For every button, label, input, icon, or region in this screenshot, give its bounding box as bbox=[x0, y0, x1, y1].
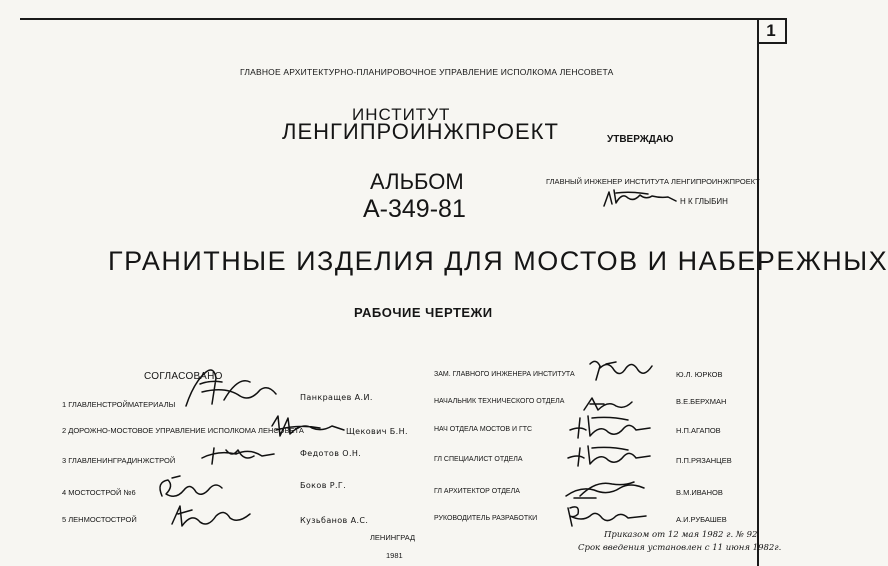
frame-right-border bbox=[757, 18, 759, 566]
document-title: ГРАНИТНЫЕ ИЗДЕЛИЯ ДЛЯ МОСТОВ И НАБЕРЕЖНЫХ bbox=[108, 246, 888, 276]
chief-engineer-name: Н К ГЛЫБИН bbox=[680, 197, 728, 206]
document-subtitle: РАБОЧИЕ ЧЕРТЕЖИ bbox=[354, 305, 493, 320]
staff-position-1: ЗАМ. ГЛАВНОГО ИНЖЕНЕРА ИНСТИТУТА bbox=[434, 371, 575, 378]
album-code: А-349-81 bbox=[363, 195, 466, 223]
agreed-signature-2 bbox=[268, 412, 348, 442]
staff-position-2: НАЧАЛЬНИК ТЕХНИЧЕСКОГО ОТДЕЛА bbox=[434, 398, 565, 405]
staff-position-3: НАЧ ОТДЕЛА МОСТОВ И ГТС bbox=[434, 426, 533, 433]
agreed-label: СОГЛАСОВАНО bbox=[144, 371, 223, 382]
staff-name-6: А.И.РУБАШЕВ bbox=[676, 515, 727, 524]
staff-signature-6 bbox=[562, 500, 652, 530]
agreed-org-4: 4 МОСТОСТРОЙ №6 bbox=[62, 488, 136, 497]
agreed-name-3: Федотов О.Н. bbox=[300, 449, 362, 458]
order-line: Приказом от 12 мая 1982 г. № 92 bbox=[604, 530, 758, 540]
agreed-name-2: Щекович Б.Н. bbox=[346, 427, 408, 436]
agreed-name-1: Панкращев А.И. bbox=[300, 393, 373, 402]
term-line: Срок введения установлен с 11 июня 1982г. bbox=[578, 543, 782, 553]
album-label: АЛЬБОМ bbox=[370, 169, 464, 194]
staff-name-2: В.Е.БЕРХМАН bbox=[676, 397, 727, 406]
footer-year: 1981 bbox=[386, 551, 403, 560]
page-number: 1 bbox=[757, 18, 787, 44]
staff-position-4: ГЛ СПЕЦИАЛИСТ ОТДЕЛА bbox=[434, 456, 523, 463]
agreed-org-1: 1 ГЛАВЛЕНСТРОЙМАТЕРИАЛЫ bbox=[62, 400, 176, 409]
staff-name-1: Ю.Л. ЮРКОВ bbox=[676, 370, 723, 379]
institute-label: ИНСТИТУТ bbox=[352, 105, 451, 124]
approve-label: УТВЕРЖДАЮ bbox=[607, 134, 674, 145]
agreed-org-2: 2 ДОРОЖНО-МОСТОВОЕ УПРАВЛЕНИЕ ИСПОЛКОМА ЛЕНСОВЕТА bbox=[62, 426, 304, 435]
footer-city: ЛЕНИНГРАД bbox=[370, 533, 416, 542]
staff-signature-3 bbox=[566, 412, 656, 442]
staff-signature-4 bbox=[564, 442, 654, 470]
agreed-signature-3 bbox=[198, 444, 278, 468]
staff-name-4: П.П.РЯЗАНЦЕВ bbox=[676, 456, 732, 465]
ministry-header: ГЛАВНОЕ АРХИТЕКТУРНО-ПЛАНИРОВОЧНОЕ УПРАВЛЕНИЕ ИСПОЛКОМА ЛЕНСОВЕТА bbox=[240, 67, 614, 77]
chief-engineer-signature bbox=[600, 186, 680, 210]
agreed-name-5: Кузьбанов А.С. bbox=[300, 516, 369, 525]
chief-engineer-position: ГЛАВНЫЙ ИНЖЕНЕР ИНСТИТУТА ЛЕНГИПРОИНЖПРОЕКТ bbox=[546, 177, 760, 186]
frame-top-border bbox=[20, 18, 758, 20]
agreed-signature-5 bbox=[168, 500, 258, 530]
agreed-name-4: Боков Р.Г. bbox=[300, 481, 347, 490]
staff-name-5: В.М.ИВАНОВ bbox=[676, 488, 723, 497]
staff-name-3: Н.П.АГАПОВ bbox=[676, 426, 721, 435]
staff-signature-1 bbox=[586, 356, 656, 384]
staff-position-6: РУКОВОДИТЕЛЬ РАЗРАБОТКИ bbox=[434, 515, 538, 522]
agreed-org-3: 3 ГЛАВЛЕНИНГРАДИНЖСТРОЙ bbox=[62, 456, 176, 465]
institute-name: ЛЕНГИПРОИНЖПРОЕКТ bbox=[282, 119, 559, 144]
staff-position-5: ГЛ АРХИТЕКТОР ОТДЕЛА bbox=[434, 488, 520, 495]
agreed-org-5: 5 ЛЕНМОСТОСТРОЙ bbox=[62, 515, 137, 524]
agreed-signature-1 bbox=[180, 362, 290, 412]
